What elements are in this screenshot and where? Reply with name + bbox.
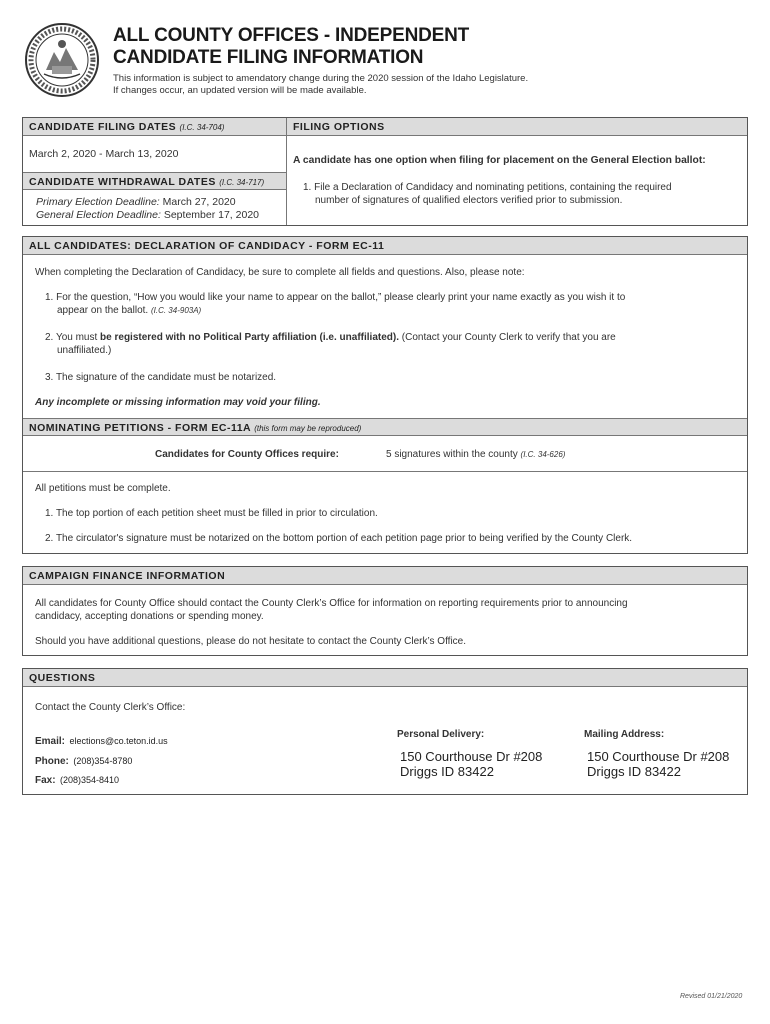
declaration-item-1 [45, 291, 625, 317]
declaration-section [22, 236, 748, 554]
declaration-item-1-cite: (I.C. 34-903A) [150, 306, 202, 315]
phone-value: (208)354-8780 [73, 756, 133, 766]
filing-dates-value: March 2, 2020 - March 13, 2020 [29, 148, 179, 160]
declaration-item-2-bold: be registered with no Political Party affiliation (i.e. unaffiliated). [100, 332, 399, 343]
general-deadline-value: September 17, 2020 [163, 209, 259, 221]
declaration-item-2-line-2: unaffiliated.) [57, 345, 112, 356]
questions-section [22, 668, 748, 795]
petitions-cite: (this form may be reproduced) [254, 424, 362, 433]
title-line-1: ALL COUNTY OFFICES - INDEPENDENT [113, 25, 470, 46]
petitions-item-2: 2. The circulator's signature must be notarized on the bottom portion of each petition page prior to being verified by the County Clerk. [45, 533, 633, 544]
filing-section [22, 117, 748, 226]
finance-line-2: candidacy, accepting donations or spending money. [35, 611, 264, 622]
fax-label: Fax: [35, 775, 56, 786]
general-deadline-label: General Election Deadline: [36, 209, 161, 221]
finance-line-3: Should you have additional questions, please do not hesitate to contact the County Clerk’s Office. [35, 636, 467, 647]
petitions-require-text: 5 signatures within the county [386, 449, 518, 460]
filing-dates-header [23, 118, 286, 136]
declaration-item-2 [45, 331, 616, 357]
phone-label: Phone: [35, 756, 69, 767]
declaration-item-2-post: (Contact your County Clerk to verify that you are [398, 332, 616, 343]
subtitle-line-1: This information is subject to amendatory change during the 2020 session of the Idaho Legislature. [113, 73, 529, 84]
primary-deadline [36, 196, 236, 209]
finance-line-1: All candidates for County Office should contact the County Clerk’s Office for information on reporting requirements prior to announcing [35, 598, 628, 609]
filing-dates-title: CANDIDATE FILING DATES [29, 121, 177, 133]
declaration-item-2-line-1 [45, 331, 616, 344]
questions-header: QUESTIONS [23, 669, 747, 687]
mailing-line-2: Driggs ID 83422 [587, 764, 681, 779]
declaration-warning: Any incomplete or missing information may void your filing. [35, 397, 321, 408]
phone-row [35, 751, 132, 769]
filing-option-1-line-1: 1. File a Declaration of Candidacy and nominating petitions, containing the required [303, 182, 672, 193]
filing-option-1-line-2: number of signatures of qualified electors verified prior to submission. [315, 195, 623, 206]
withdrawal-title: CANDIDATE WITHDRAWAL DATES [29, 176, 216, 188]
general-deadline [36, 209, 259, 222]
delivery-line-1: 150 Courthouse Dr #208 [400, 749, 543, 764]
petitions-complete: All petitions must be complete. [35, 483, 171, 494]
declaration-intro: When completing the Declaration of Candidacy, be sure to complete all fields and questions. Also, please note: [35, 267, 525, 278]
declaration-item-1-text: appear on the ballot. [57, 305, 149, 316]
delivery-line-2: Driggs ID 83422 [400, 764, 494, 779]
petitions-require-value [386, 448, 565, 461]
petitions-require-label: Candidates for County Offices require: [155, 449, 339, 460]
email-label: Email: [35, 736, 66, 747]
state-seal-logo [24, 22, 100, 98]
primary-deadline-label: Primary Election Deadline: [36, 196, 160, 208]
mailing-line-1: 150 Courthouse Dr #208 [587, 749, 730, 764]
mailing-address [587, 749, 729, 779]
filing-options-intro: A candidate has one option when filing for placement on the General Election ballot: [293, 155, 706, 166]
finance-header: CAMPAIGN FINANCE INFORMATION [23, 567, 747, 585]
title-line-2: CANDIDATE FILING INFORMATION [113, 47, 424, 68]
mailing-label: Mailing Address: [584, 729, 665, 740]
primary-deadline-value: March 27, 2020 [162, 196, 236, 208]
page-title [113, 25, 469, 69]
finance-text [35, 597, 740, 623]
finance-section [22, 566, 748, 656]
declaration-item-3: 3. The signature of the candidate must be notarized. [45, 372, 277, 383]
subtitle [113, 73, 528, 97]
email-row [35, 731, 168, 749]
withdrawal-cite: (I.C. 34-717) [219, 178, 265, 187]
petitions-require-cite: (I.C. 34-626) [520, 450, 566, 459]
fax-row [35, 770, 119, 788]
declaration-header: ALL CANDIDATES: DECLARATION OF CANDIDACY - FORM EC-11 [23, 237, 747, 255]
filing-options-header: FILING OPTIONS [287, 118, 747, 136]
declaration-item-1-line-2 [45, 304, 625, 317]
declaration-item-2-pre: 2. You must [45, 332, 101, 343]
delivery-label: Personal Delivery: [397, 729, 485, 740]
delivery-address [400, 749, 542, 779]
email-value[interactable]: elections@co.teton.id.us [69, 736, 168, 746]
petitions-item-1: 1. The top portion of each petition sheet must be filled in prior to circulation. [45, 508, 378, 519]
declaration-item-1-line-1: 1. For the question, “How you would like your name to appear on the ballot,” please clearly print your name exactly as you wish it to [45, 292, 626, 303]
filing-dates-cite: (I.C. 34-704) [179, 123, 225, 132]
petitions-header [23, 418, 747, 436]
filing-option-1 [303, 181, 672, 207]
petitions-title: NOMINATING PETITIONS - FORM EC-11A [29, 422, 251, 434]
revised-date: Revised 01/21/2020 [680, 993, 743, 1000]
questions-contact: Contact the County Clerk’s Office: [35, 702, 186, 713]
withdrawal-header [23, 172, 286, 190]
subtitle-line-2: If changes occur, an updated version will be made available. [113, 85, 367, 96]
fax-value: (208)354-8410 [60, 775, 120, 785]
